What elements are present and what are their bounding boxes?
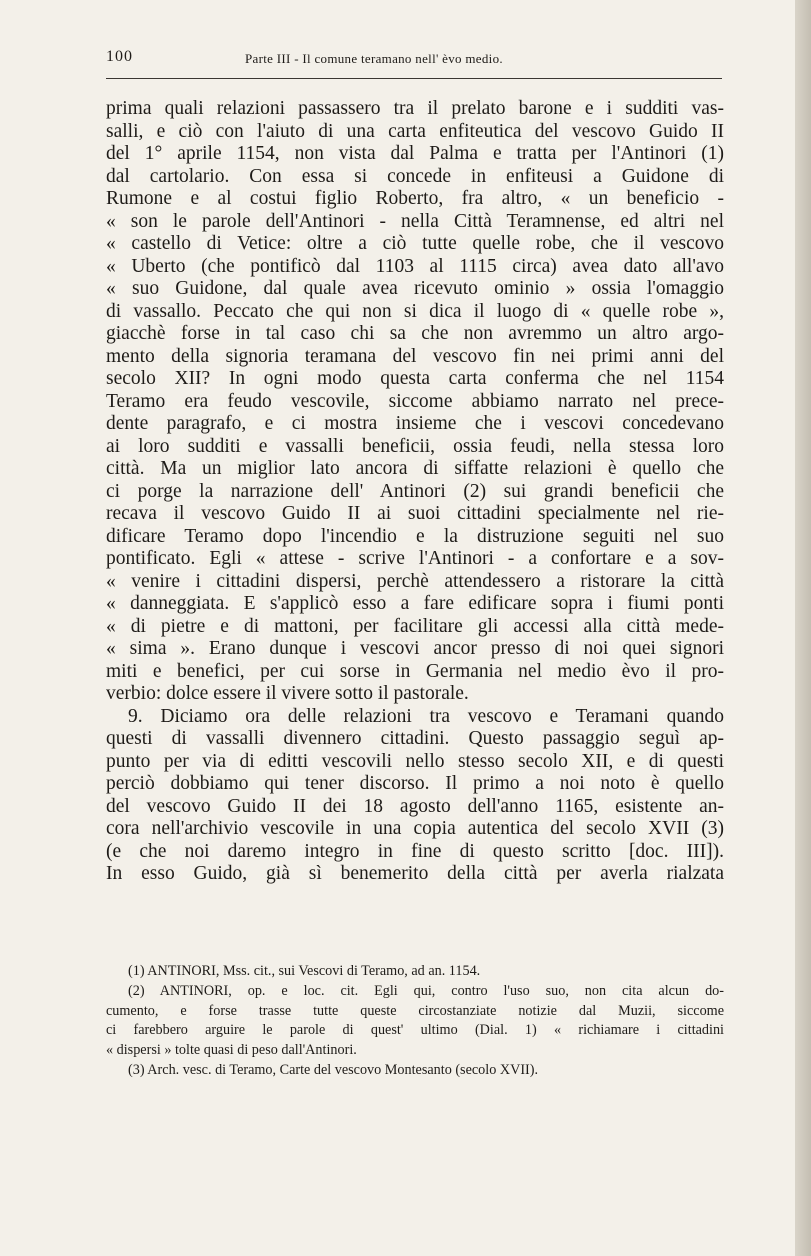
text-line: del vescovo Guido II dei 18 agosto dell'anno 1165, esistente an- [106,795,724,817]
text-line: ci porge la narrazione dell' Antinori (2) sui grandi beneficii che [106,480,724,502]
footnote-line: (3) Arch. vesc. di Teramo, Carte del vescovo Montesanto (secolo XVII). [128,1061,539,1078]
text-line: miti e benefici, per cui sorse in Germania nel medio èvo il pro- [106,660,724,682]
text-line: perciò dobbiamo qui tener discorso. Il primo a noi noto è quello [106,773,724,794]
text-line: secolo XII? In ogni modo questa carta conferma che nel 1154 [106,368,724,389]
page-edge [795,0,811,1256]
body-text [106,98,724,886]
text-line: salli, e ciò con l'aiuto di una carta enfiteutica del vescovo Guido II [106,120,724,142]
text-line: recava il vescovo Guido II ai suoi cittadini specialmente nel rie- [106,503,724,524]
text-line: « castello di Vetice: oltre a ciò tutte quelle robe, che il vescovo [106,233,724,254]
text-line: « danneggiata. E s'applicò esso a fare edificare sopra i fiumi ponti [106,593,724,614]
text-line: questi di vassalli divennero cittadini. Questo passaggio seguì ap- [106,728,724,749]
text-line: In esso Guido, già sì benemerito della città per averla rialzata [106,863,724,884]
footnote-line: « dispersi » tolte quasi di peso dall'Antinori. [106,1042,357,1059]
text-line: Rumone e al costui figlio Roberto, fra altro, « un beneficio - [106,188,724,209]
running-head: Parte III - Il comune teramano nell' èvo medio. [245,51,503,66]
text-line: giacchè forse in tal caso chi sa che non avremmo un altro argo- [106,323,724,344]
text-line: dal cartolario. Con essa si concede in enfiteusi a Guidone di [106,165,724,187]
text-line: ai loro sudditi e vassalli beneficii, ossia feudi, nella stessa loro [106,435,724,457]
text-line: « di pietre e di mattoni, per facilitare gli accessi alla città mede- [106,615,724,637]
footnotes [106,962,724,1081]
text-line: del 1° aprile 1154, non vista dal Palma e tratta per l'Antinori (1) [106,143,724,164]
text-line: verbio: dolce essere il vivere sotto il pastorale. [106,683,469,704]
text-line: punto per via di editti vescovili nello stesso secolo XII, e di questi [106,750,724,772]
text-line: « Uberto (che pontificò dal 1103 al 1115 circa) avea dato all'avo [106,255,724,277]
page-number: 100 [106,48,133,65]
text-line: di vassallo. Peccato che qui non si dica il luogo di « quelle robe », [106,300,724,322]
header-rule [106,78,722,79]
text-line: (e che noi daremo integro in fine di questo scritto [doc. III]). [106,840,724,862]
footnote-line: cumento, e forse trasse tutte queste circostanziate notizie dal Muzii, siccome [106,1002,724,1019]
footnote-line: (2) ANTINORI, op. e loc. cit. Egli qui, contro l'uso suo, non cita alcun do- [128,982,724,999]
text-line: Teramo era feudo vescovile, siccome abbiamo narrato nel prece- [106,390,724,412]
text-line: prima quali relazioni passassero tra il prelato barone e i sudditi vas- [106,98,724,119]
text-line: « suo Guidone, dal quale avea ricevuto ominio » ossia l'omaggio [106,278,724,299]
text-line: pontificato. Egli « attese - scrive l'Antinori - a confortare e a sov- [106,548,724,569]
text-line: « son le parole dell'Antinori - nella Città Teramnense, ed altri nel [106,210,724,232]
text-line: città. Ma un miglior lato ancora di siffatte relazioni è quello che [106,458,724,479]
text-line: « venire i cittadini dispersi, perchè attendessero a ristorare la città [106,570,724,592]
text-line: mento della signoria teramana del vescovo fin nei primi anni del [106,345,724,367]
footnote-line: ci farebbero arguire le parole di quest' ultimo (Dial. 1) « richiamare i cittadini [106,1022,724,1039]
footnote-line: (1) ANTINORI, Mss. cit., sui Vescovi di Teramo, ad an. 1154. [128,963,481,979]
text-line: dente paragrafo, e ci mostra insieme che i vescovi concedevano [106,413,724,434]
section-start-line: 9. Diciamo ora delle relazioni tra vescovo e Teramani quando [128,705,724,727]
page-header [106,48,722,72]
text-line: dificare Teramo dopo l'incendio e la distruzione seguiti nel suo [106,525,724,547]
text-line: cora nell'archivio vescovile in una copia autentica del secolo XVII (3) [106,818,724,839]
text-line: « sima ». Erano dunque i vescovi ancor presso di noi quei signori [106,638,724,659]
